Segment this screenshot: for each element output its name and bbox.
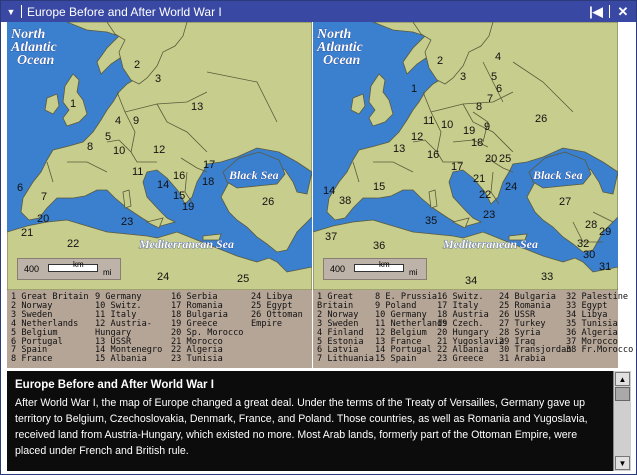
sea-label-atlantic-1: North — [11, 27, 46, 42]
country-number: 18 — [202, 176, 215, 188]
legend-item: 2 Norway — [11, 300, 53, 311]
country-number: 5 — [105, 131, 112, 143]
country-number: 33 — [541, 271, 554, 283]
legend-item: 15 Spain — [375, 354, 417, 365]
legend-item: Britain — [317, 300, 354, 311]
country-number: 21 — [473, 173, 486, 185]
country-number: 10 — [441, 119, 454, 131]
legend-item: 27 Turkey — [499, 318, 546, 329]
scroll-down-arrow-icon[interactable]: ▼ — [615, 456, 630, 470]
triangle-down-icon[interactable]: ▼ — [6, 6, 16, 17]
country-number: 3 — [460, 71, 467, 83]
legend-item: 26 Ottoman — [251, 309, 303, 320]
country-number: 30 — [583, 249, 596, 261]
legend-column — [499, 293, 571, 364]
legend-item: 33 Egypt — [566, 300, 608, 311]
legend-item: 20 Hungary — [437, 327, 489, 338]
legend-item: 23 Greece — [437, 354, 484, 365]
country-number: 6 — [17, 182, 24, 194]
back-icon[interactable]: |◀ — [589, 3, 603, 19]
country-number: 35 — [425, 215, 438, 227]
legend-item: 26 USSR — [499, 309, 536, 320]
legend-item: 3 Sweden — [11, 309, 53, 320]
legend-item: Empire — [251, 318, 283, 329]
title-bar — [1, 1, 636, 22]
country-number: 24 — [157, 271, 170, 283]
sea-label-mediterranean: Mediterranean Sea — [139, 237, 235, 251]
title-separator — [21, 5, 22, 18]
legend-item: 8 France — [11, 354, 53, 365]
legend-column — [437, 293, 504, 364]
legend-item: 30 Transjordan — [499, 345, 572, 356]
country-number: 14 — [323, 185, 336, 197]
legend-column — [171, 293, 243, 364]
country-number: 27 — [559, 196, 572, 208]
country-number: 16 — [173, 170, 186, 182]
country-number: 9 — [484, 121, 491, 133]
article-panel — [7, 371, 613, 471]
legend-after — [313, 290, 634, 368]
country-number: 36 — [373, 240, 386, 252]
country-number: 32 — [577, 238, 590, 250]
country-number: 38 — [339, 195, 352, 207]
country-number: 7 — [41, 191, 48, 203]
country-number: 13 — [393, 143, 406, 155]
legend-item: 18 Austria — [437, 309, 489, 320]
sea-label-mediterranean: Mediterranean Sea — [443, 237, 539, 251]
legend-item: 10 Germany — [375, 309, 427, 320]
country-number: 13 — [191, 101, 204, 113]
legend-item: 9 Germany — [95, 292, 142, 302]
sea-label-black-sea: Black Sea — [533, 168, 583, 182]
country-number: 10 — [113, 145, 126, 157]
article-body: After World War I, the map of Europe changed a great deal. Under the terms of the Treaty of Versailles, Germany gave up territory to Belgium, Czechoslovakia, Denmark, France, and Poland. Those countries, as well as Romania and Yugoslavia, received land from Austria-Hungary, which existed no more. Most Arab lands, formerly part of the Ottoman Empire, were placed under French and British rule. — [15, 397, 588, 457]
legend-item: 21 Yugoslavia — [437, 336, 505, 347]
country-number: 25 — [237, 273, 250, 285]
legend-item: 25 Romania — [499, 300, 551, 311]
legend-item: 29 Iraq — [499, 336, 536, 347]
scale-mi: mi — [103, 268, 112, 277]
country-number: 15 — [373, 181, 386, 193]
legend-item: 19 Greece — [171, 318, 218, 329]
legend-item: 31 Arabia — [499, 354, 546, 365]
legend-item: 12 Austria- — [95, 318, 152, 329]
country-number: 19 — [182, 201, 195, 213]
legend-item: 6 Portugal — [11, 336, 63, 347]
sea-label-atlantic-2: Atlantic — [11, 40, 57, 55]
country-number: 4 — [115, 115, 122, 127]
legend-item: 32 Palestine — [566, 292, 629, 302]
scroll-thumb[interactable] — [615, 387, 630, 401]
country-number: 1 — [411, 83, 418, 95]
legend-item: 10 Switz. — [95, 300, 142, 311]
legend-column — [251, 293, 303, 329]
legend-item: 13 USSR — [95, 336, 132, 347]
country-number: 14 — [157, 179, 170, 191]
country-number: 7 — [487, 93, 494, 105]
map-before-wwi — [7, 22, 312, 290]
country-number: 26 — [535, 113, 548, 125]
map-after-wwi — [313, 22, 618, 290]
legend-item: 22 Albania — [437, 345, 489, 356]
country-number: 20 — [485, 153, 498, 165]
legend-item: 3 Sweden — [317, 318, 359, 329]
legend-item: 36 Algeria — [566, 327, 618, 338]
legend-item: 22 Algeria — [171, 345, 223, 356]
country-number: 26 — [262, 196, 275, 208]
legend-item: 15 Albania — [95, 354, 147, 365]
country-number: 11 — [423, 115, 435, 127]
legend-before — [7, 290, 312, 368]
legend-item: 13 France — [375, 336, 422, 347]
legend-item: 28 Syria — [499, 327, 541, 338]
country-number: 23 — [483, 209, 496, 221]
scale-km: km — [379, 260, 390, 269]
country-number: 12 — [153, 144, 166, 156]
country-number: 34 — [465, 275, 478, 287]
country-number: 19 — [463, 125, 476, 137]
country-number: 17 — [203, 159, 216, 171]
map-scale — [323, 258, 427, 280]
legend-item: 37 Morocco — [566, 336, 618, 347]
legend-item: 5 Belgium — [11, 327, 58, 338]
legend-item: Hungary — [95, 327, 132, 338]
legend-item: 17 Romania — [171, 300, 223, 311]
legend-item: 6 Latvia — [317, 345, 359, 356]
legend-column — [95, 293, 162, 364]
legend-item: 25 Egypt — [251, 300, 293, 311]
legend-item: 38 Fr.Morocco — [566, 345, 634, 356]
legend-item: 8 E. Prussia — [375, 292, 438, 302]
legend-item: 12 Belgium — [375, 327, 427, 338]
country-number: 4 — [495, 51, 502, 63]
legend-item: 34 Libya — [566, 309, 608, 320]
legend-item: 14 Portugal — [375, 345, 432, 356]
scale-mi: mi — [409, 268, 418, 277]
country-number: 9 — [133, 115, 140, 127]
country-number: 21 — [21, 227, 34, 239]
country-number: 22 — [479, 189, 492, 201]
legend-item: 7 Lithuania — [317, 354, 374, 365]
country-number: 24 — [505, 181, 518, 193]
legend-column — [11, 293, 89, 364]
legend-item: 24 Libya — [251, 292, 293, 302]
country-number: 22 — [67, 238, 80, 250]
map-scale — [17, 258, 121, 280]
sea-label-atlantic-1: North — [317, 27, 352, 42]
legend-item: 1 Great Britain — [11, 292, 89, 302]
window-title: Europe Before and After World War I — [27, 4, 222, 19]
legend-item: 14 Montenegro — [95, 345, 163, 356]
country-number: 6 — [496, 83, 503, 95]
country-number: 28 — [585, 219, 598, 231]
legend-item: 35 Tunisia — [566, 318, 618, 329]
legend-item: 23 Tunisia — [171, 354, 223, 365]
country-number: 2 — [134, 59, 141, 71]
country-number: 11 — [132, 166, 144, 178]
country-number: 25 — [499, 153, 512, 165]
country-number: 17 — [451, 161, 464, 173]
sea-label-black-sea: Black Sea — [229, 168, 279, 182]
legend-item: 24 Bulgaria — [499, 292, 556, 302]
country-number: 1 — [70, 98, 77, 110]
legend-item: 18 Bulgaria — [171, 309, 228, 320]
legend-item: 20 Sp. Morocco — [171, 327, 244, 338]
country-number: 31 — [599, 261, 612, 273]
sea-label-atlantic-3: Ocean — [17, 53, 55, 68]
country-number: 29 — [599, 226, 612, 238]
legend-item: 16 Switz. — [437, 292, 484, 302]
country-number: 15 — [173, 190, 186, 202]
legend-item: 17 Italy — [437, 300, 479, 311]
country-number: 23 — [121, 216, 134, 228]
legend-item: 5 Estonia — [317, 336, 364, 347]
close-icon[interactable]: ✕ — [617, 3, 629, 19]
legend-item: 11 Netherlands — [375, 318, 448, 329]
legend-item: 1 Great — [317, 292, 354, 302]
legend-column — [317, 293, 374, 364]
map-after-svg — [313, 22, 618, 290]
article-heading: Europe Before and After World War I — [15, 379, 214, 391]
country-number: 8 — [87, 141, 94, 153]
legend-item: 9 Poland — [375, 300, 417, 311]
country-number: 3 — [155, 73, 162, 85]
sea-label-atlantic-2: Atlantic — [317, 40, 363, 55]
scale-value: 400 — [330, 264, 346, 274]
legend-item: 21 Morocco — [171, 336, 223, 347]
map-before-svg — [7, 22, 312, 290]
scale-km: km — [73, 260, 84, 269]
legend-item: 11 Italy — [95, 309, 137, 320]
legend-item: 7 Spain — [11, 345, 48, 356]
country-number: 16 — [427, 149, 440, 161]
country-number: 18 — [471, 137, 484, 149]
country-number: 5 — [491, 71, 498, 83]
article-scrollbar[interactable] — [613, 371, 631, 471]
country-number: 8 — [476, 101, 483, 113]
country-number: 20 — [37, 213, 50, 225]
legend-item: 16 Serbia — [171, 292, 218, 302]
legend-item: 4 Netherlands — [11, 318, 79, 329]
country-number: 2 — [437, 55, 444, 67]
country-number: 37 — [325, 231, 338, 243]
legend-item: 4 Finland — [317, 327, 364, 338]
sea-label-atlantic-3: Ocean — [323, 53, 361, 68]
legend-column — [566, 293, 633, 355]
scale-value: 400 — [24, 264, 40, 274]
legend-item: 2 Norway — [317, 309, 359, 320]
scroll-up-arrow-icon[interactable]: ▲ — [615, 372, 630, 386]
legend-item: 19 Czech. — [437, 318, 484, 329]
country-number: 12 — [411, 131, 424, 143]
